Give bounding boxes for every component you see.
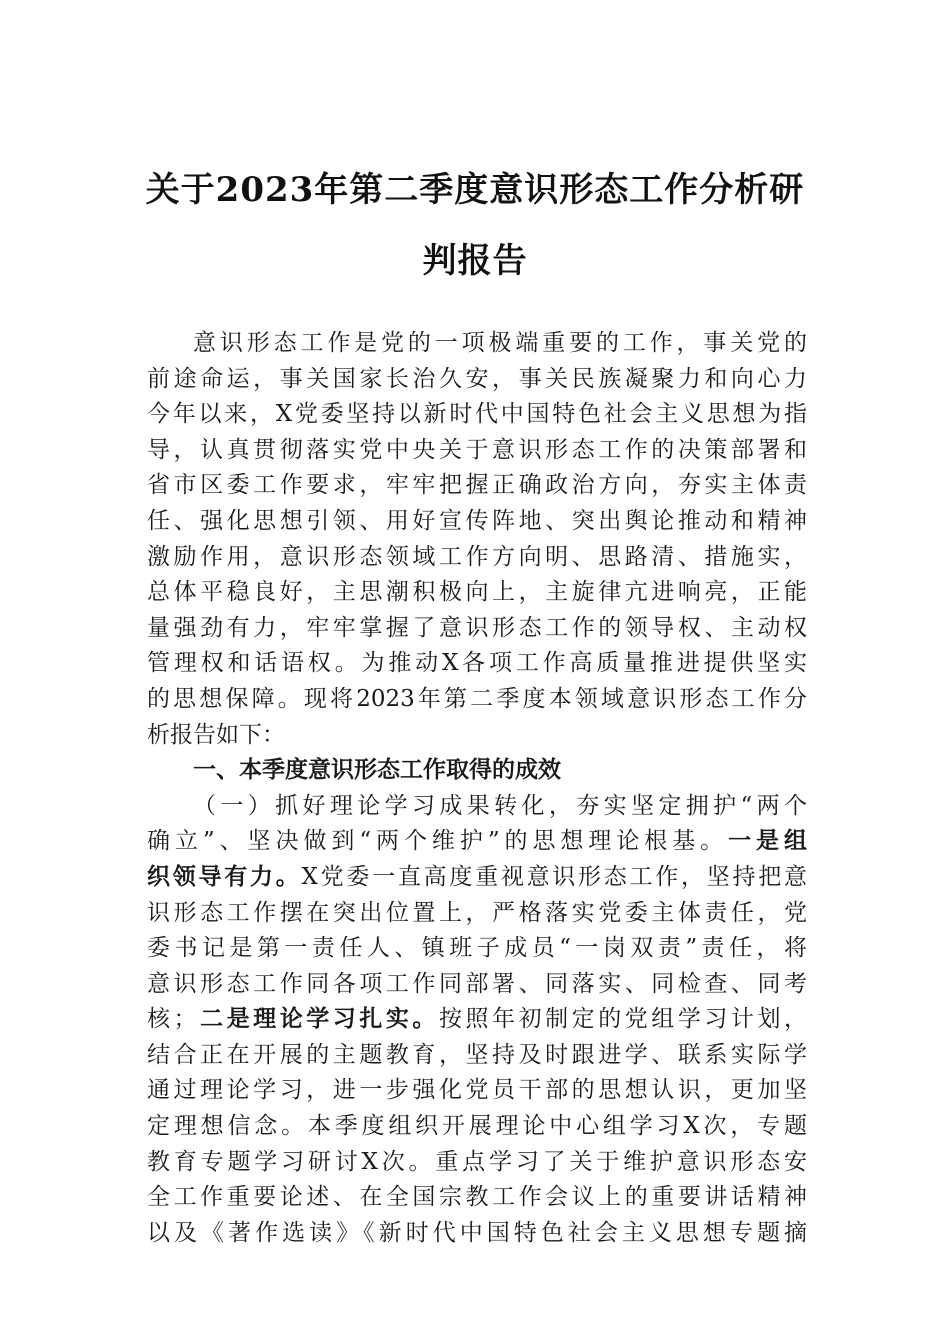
emphasis-text: 一是组 [728,828,808,855]
document-title-line-2: 判报告 [422,241,528,281]
paragraph-text: X党委一直高度重视意识形态工作，坚持把意 [301,863,808,890]
paragraph-line [147,860,807,896]
paragraph-line: 激励作用，意识形态领域工作方向明、思路清、措施实， [147,543,807,570]
paragraph-line: 前途命运，事关国家长治久安，事关民族凝聚力和向心力 [147,365,807,392]
document-body [147,326,807,1251]
paragraph-line [147,824,807,860]
paragraph-line: 总体平稳良好，主思潮积极向上，主旋律亢进响亮，正能 [147,579,807,606]
paragraph-line: 委书记是第一责任人、镇班子成员“一岗双责”责任，将 [147,935,807,962]
paragraph-line: 全工作重要论述、在全国宗教工作会议上的重要讲话精神 [147,1184,807,1211]
paragraph-line: 识形态工作摆在突出位置上，严格落实党委主体责任，党 [147,899,807,926]
paragraph-line: 今年以来，X党委坚持以新时代中国特色社会主义思想为指 [147,401,807,428]
paragraph-line: 定理想信念。本季度组织开展理论中心组学习X次，专题 [147,1113,807,1140]
section-heading: 一、本季度意识形态工作取得的成效 [193,757,561,784]
paragraph-line: 以及《著作选读》《新时代中国特色社会主义思想专题摘 [147,1219,807,1246]
paragraph-line: 管理权和话语权。为推动X各项工作高质量推进提供坚实 [147,650,807,677]
paragraph-line [147,1002,807,1038]
paragraph-line: 导，认真贯彻落实党中央关于意识形态工作的决策部署和 [147,436,807,463]
paragraph-line: 结合正在开展的主题教育，坚持及时跟进学、联系实际学 [147,1041,807,1068]
paragraph-text: 确立”、坚决做到“两个维护”的思想理论根基。 [147,828,729,855]
paragraph-text: 核； [147,1006,197,1033]
emphasis-text: 二是理论学习扎实。 [196,1006,439,1033]
paragraph-line: 任、强化思想引领、用好宣传阵地、突出舆论推动和精神 [147,507,807,534]
paragraph-text: 按照年初制定的党组学习计划， [438,1006,808,1033]
emphasis-text: 织领导有力。 [147,863,302,890]
paragraph-line: 量强劲有力，牢牢掌握了意识形态工作的领导权、主动权 [147,614,807,641]
paragraph-line: 教育专题学习研讨X次。重点学习了关于维护意识形态安 [147,1148,807,1175]
paragraph-line: 析报告如下： [147,721,285,748]
paragraph-line: 意识形态工作同各项工作同部署、同落实、同检查、同考 [147,970,807,997]
paragraph-line: 的思想保障。现将2023年第二季度本领域意识形态工作分 [147,685,807,712]
paragraph-line: 省市区委工作要求，牢牢把握正确政治方向，夯实主体责 [147,472,807,499]
paragraph-line: 通过理论学习，进一步强化党员干部的思想认识，更加坚 [147,1077,807,1104]
document-title-line-1: 关于2023年第二季度意识形态工作分析研 [145,170,805,210]
paragraph-line: （一）抓好理论学习成果转化，夯实坚定拥护“两个 [193,792,807,819]
paragraph-line: 意识形态工作是党的一项极端重要的工作，事关党的 [193,330,807,356]
